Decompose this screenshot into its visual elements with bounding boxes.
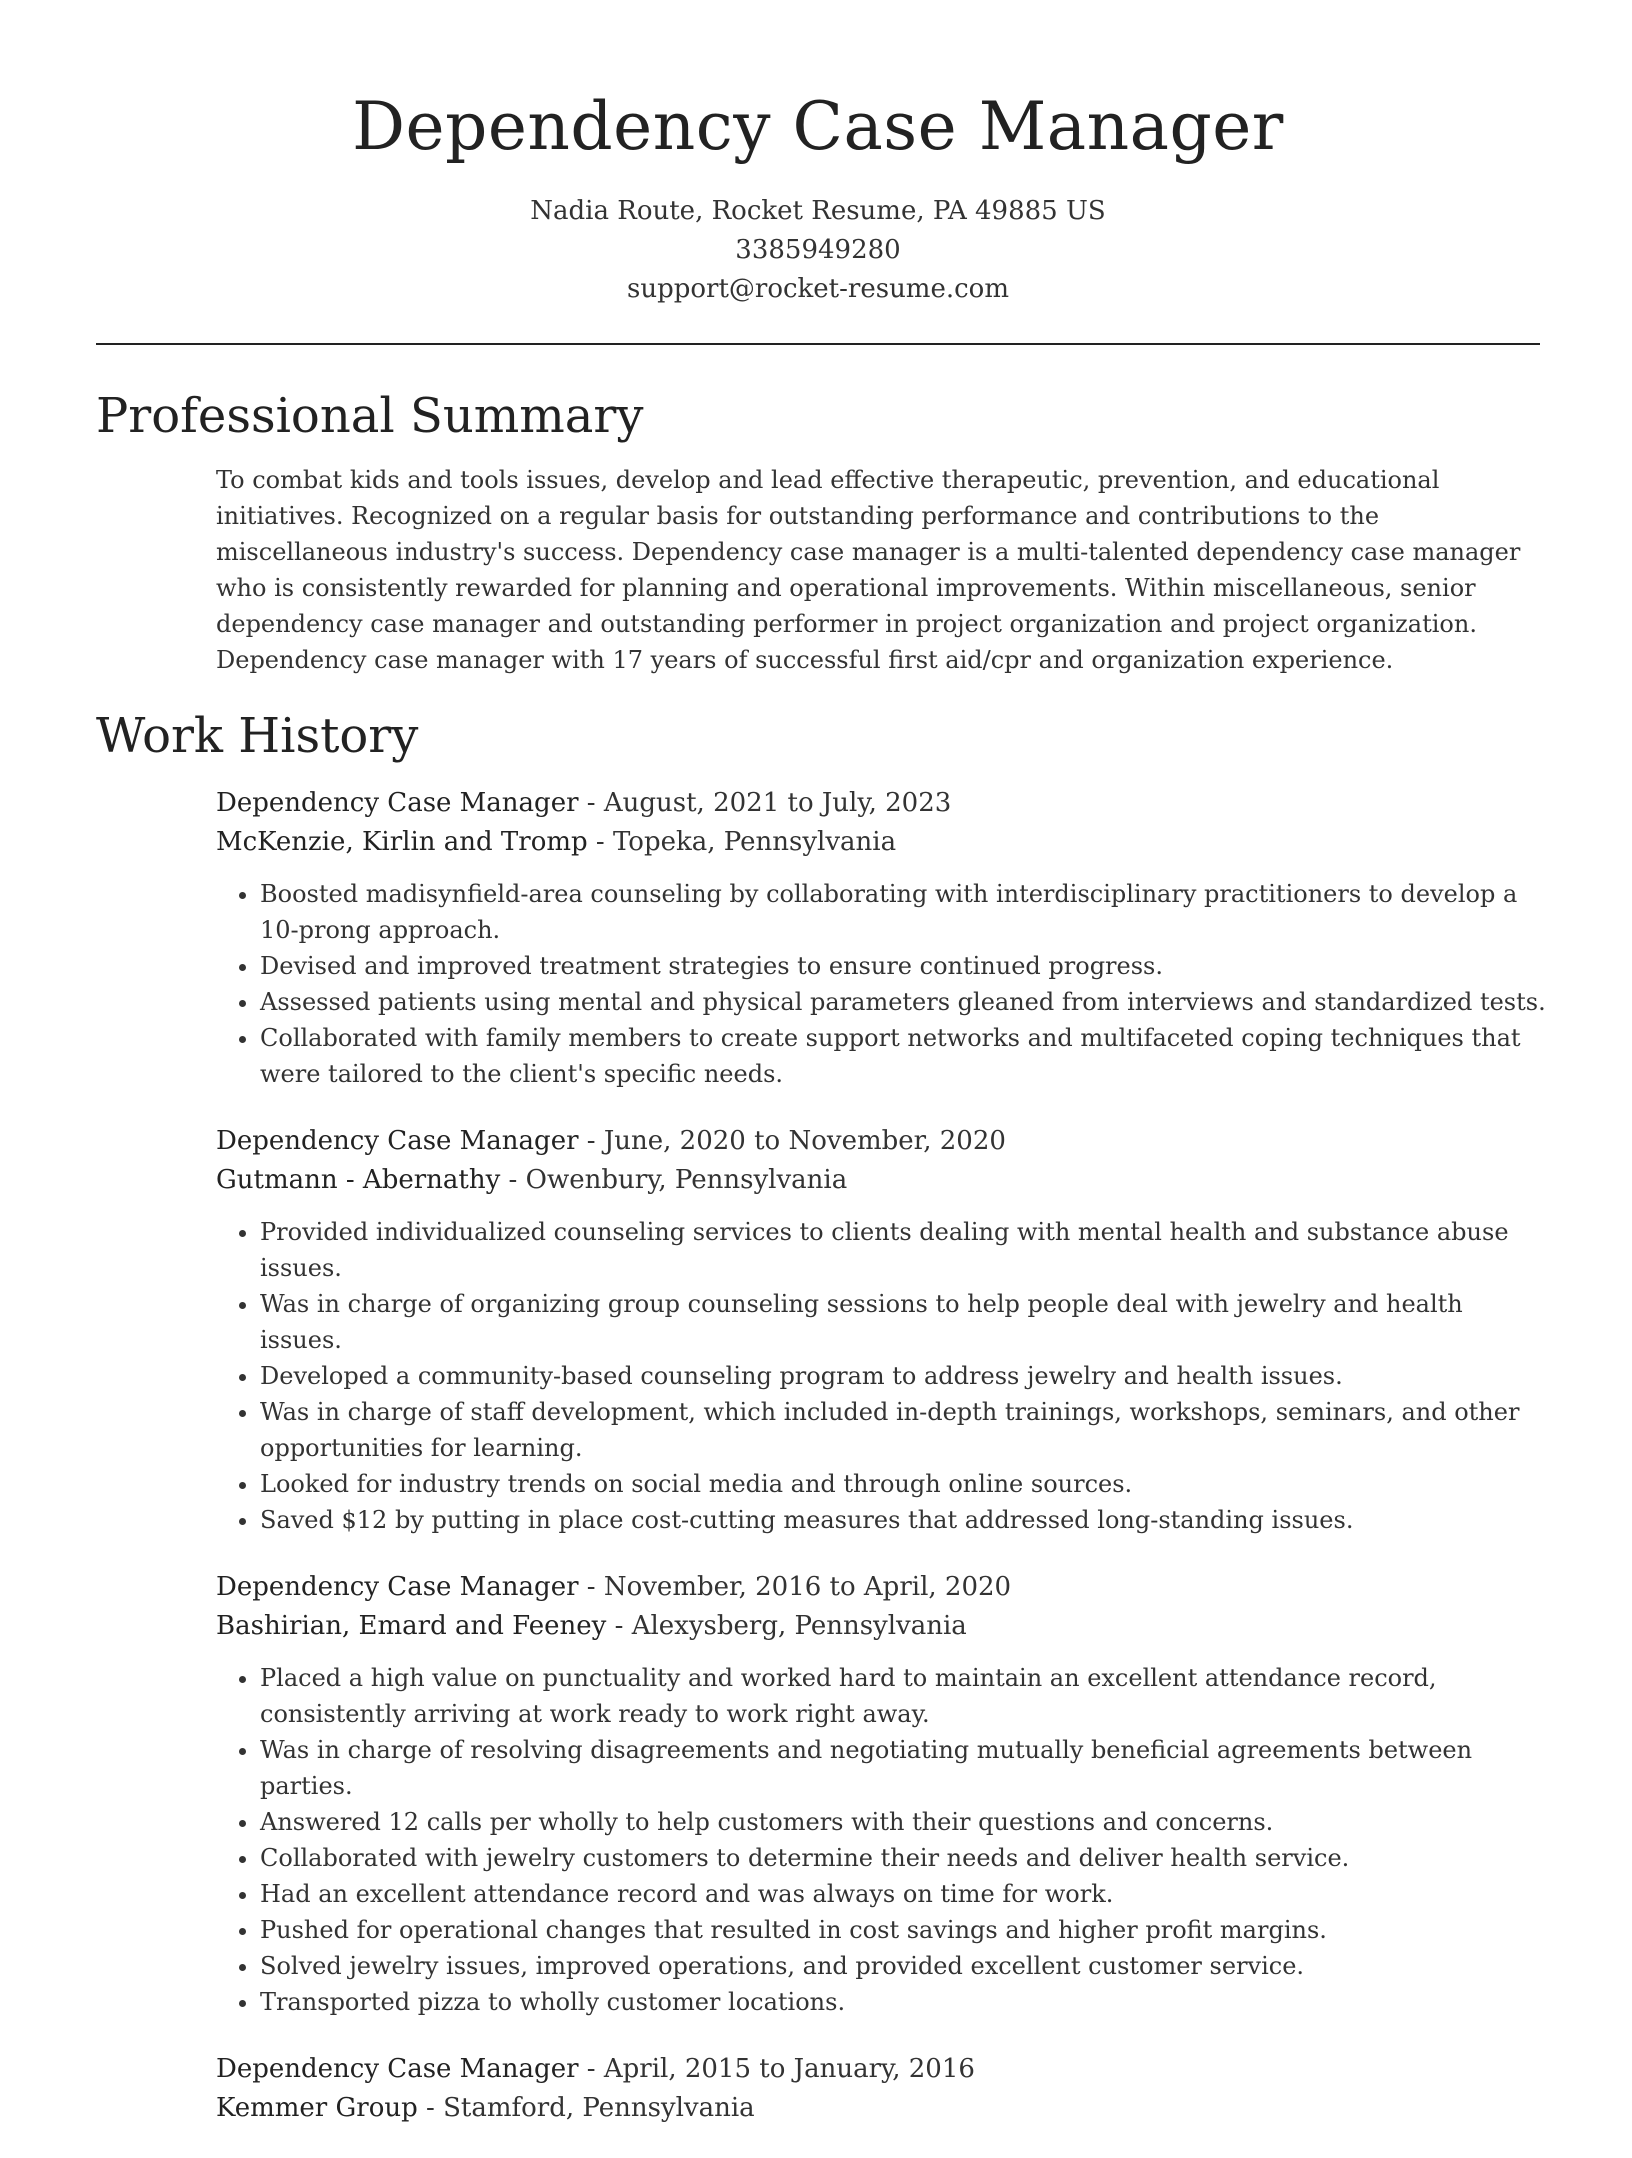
job-bullet: • Developed a community-based counseling program to address jewelry and health issues.: [260, 1358, 1546, 1394]
job-bullet: • Answered 12 calls per wholly to help customers with their questions and concerns.: [260, 1804, 1546, 1840]
job-dates: June, 2020 to November, 2020: [603, 1126, 1006, 1156]
contact-phone: 3385949280: [735, 235, 901, 265]
job-bullet: • Had an excellent attendance record and was always on time for work.: [260, 1876, 1546, 1912]
job-separator: -: [606, 1611, 632, 1641]
job-bullet: • Looked for industry trends on social media and through online sources.: [260, 1466, 1546, 1502]
job-bullet: • Was in charge of resolving disagreements and negotiating mutually beneficial agreements between parties.: [260, 1732, 1546, 1804]
contact-address: Nadia Route, Rocket Resume, PA 49885 US: [530, 196, 1106, 226]
job-company-line: [216, 1161, 1546, 1200]
job-company: Bashirian, Emard and Feeney: [216, 1611, 607, 1641]
job-location: Owenbury, Pennsylvania: [525, 1165, 848, 1195]
job-bullet: • Pushed for operational changes that resulted in cost savings and higher profit margins.: [260, 1912, 1546, 1948]
job-company: McKenzie, Kirlin and Tromp: [216, 827, 588, 857]
header-divider: [96, 343, 1540, 345]
job-separator: -: [578, 2054, 604, 2084]
job-company-line: [216, 2089, 1546, 2128]
job-bullets: [216, 876, 1546, 1092]
job-bullet: • Collaborated with jewelry customers to determine their needs and deliver health service.: [260, 1840, 1546, 1876]
contact-email: support@rocket-resume.com: [626, 274, 1009, 304]
job-dates: August, 2021 to July, 2023: [603, 788, 952, 818]
job-bullet: • Solved jewelry issues, improved operations, and provided excellent customer service.: [260, 1948, 1546, 1984]
work-history-list: [216, 784, 1546, 2158]
job-title-line: [216, 1568, 1546, 1607]
job-bullet: • Transported pizza to wholly customer locations.: [260, 1984, 1546, 2020]
job-role: Dependency Case Manager: [216, 788, 579, 818]
resume-name-title: Dependency Case Manager: [352, 88, 1284, 165]
job-bullet: • Was in charge of organizing group counseling sessions to help people deal with jewelry and health issues.: [260, 1286, 1546, 1358]
job-separator: -: [500, 1165, 526, 1195]
job-company-line: [216, 1607, 1546, 1646]
job-company-line: [216, 823, 1546, 862]
job-location: Topeka, Pennsylvania: [612, 827, 897, 857]
job-separator: -: [587, 827, 613, 857]
summary-text: To combat kids and tools issues, develop and lead effective therapeutic, prevention, and educational initiatives. Recognized on a regular basis for outstanding performance and contributions to the miscellaneous industry's success. Dependency case manager is a multi-talented dependency case manager who is consistently rewarded for planning and operational improvements. Within miscellaneous, senior dependency case manager and outstanding performer in project organization and project organization. Dependency case manager with 17 years of successful first aid/cpr and organization experience.: [216, 466, 1521, 674]
job-bullet: • Collaborated with family members to create support networks and multifaceted coping techniques that were tailored to the client's specific needs.: [260, 1020, 1546, 1092]
job-entry: [216, 784, 1546, 1092]
job-bullet: • Assessed patients using mental and physical parameters gleaned from interviews and standardized tests.: [260, 984, 1546, 1020]
summary-heading: Professional Summary: [96, 388, 644, 444]
resume-page: [96, 0, 1546, 2123]
job-bullets: [216, 1660, 1546, 2020]
job-role: Dependency Case Manager: [216, 2054, 579, 2084]
job-role: Dependency Case Manager: [216, 1126, 579, 1156]
contact-block: [96, 192, 1540, 309]
job-company: Kemmer Group: [216, 2093, 418, 2123]
job-title-line: [216, 1122, 1546, 1161]
job-separator: -: [578, 1572, 604, 1602]
job-entry: [216, 1122, 1546, 1538]
job-role: Dependency Case Manager: [216, 1572, 579, 1602]
job-bullet: • Was in charge of staff development, which included in-depth trainings, workshops, seminars, and other opportunities for learning.: [260, 1394, 1546, 1466]
job-bullet: • Placed a high value on punctuality and worked hard to maintain an excellent attendance record, consistently arriving at work ready to work right away.: [260, 1660, 1546, 1732]
job-entry: [216, 2050, 1546, 2128]
job-title-line: [216, 2050, 1546, 2089]
job-company: Gutmann - Abernathy: [216, 1165, 501, 1195]
job-separator: -: [578, 788, 604, 818]
job-separator: -: [578, 1126, 604, 1156]
job-bullet: • Boosted madisynfield-area counseling by collaborating with interdisciplinary practitioners to develop a 10-prong approach.: [260, 876, 1546, 948]
job-entry: [216, 1568, 1546, 2020]
job-separator: -: [417, 2093, 444, 2123]
job-bullets: [216, 1214, 1546, 1538]
job-location: Alexysberg, Pennsylvania: [631, 1611, 967, 1641]
job-location: Stamford, Pennsylvania: [443, 2093, 755, 2123]
job-dates: April, 2015 to January, 2016: [603, 2054, 975, 2084]
job-dates: November, 2016 to April, 2020: [603, 1572, 1012, 1602]
job-title-line: [216, 784, 1546, 823]
job-bullet: • Provided individualized counseling services to clients dealing with mental health and substance abuse issues.: [260, 1214, 1546, 1286]
job-bullet: • Devised and improved treatment strategies to ensure continued progress.: [260, 948, 1546, 984]
job-bullet: • Saved $12 by putting in place cost-cutting measures that addressed long-standing issues.: [260, 1502, 1546, 1538]
work-history-heading: Work History: [96, 708, 419, 764]
